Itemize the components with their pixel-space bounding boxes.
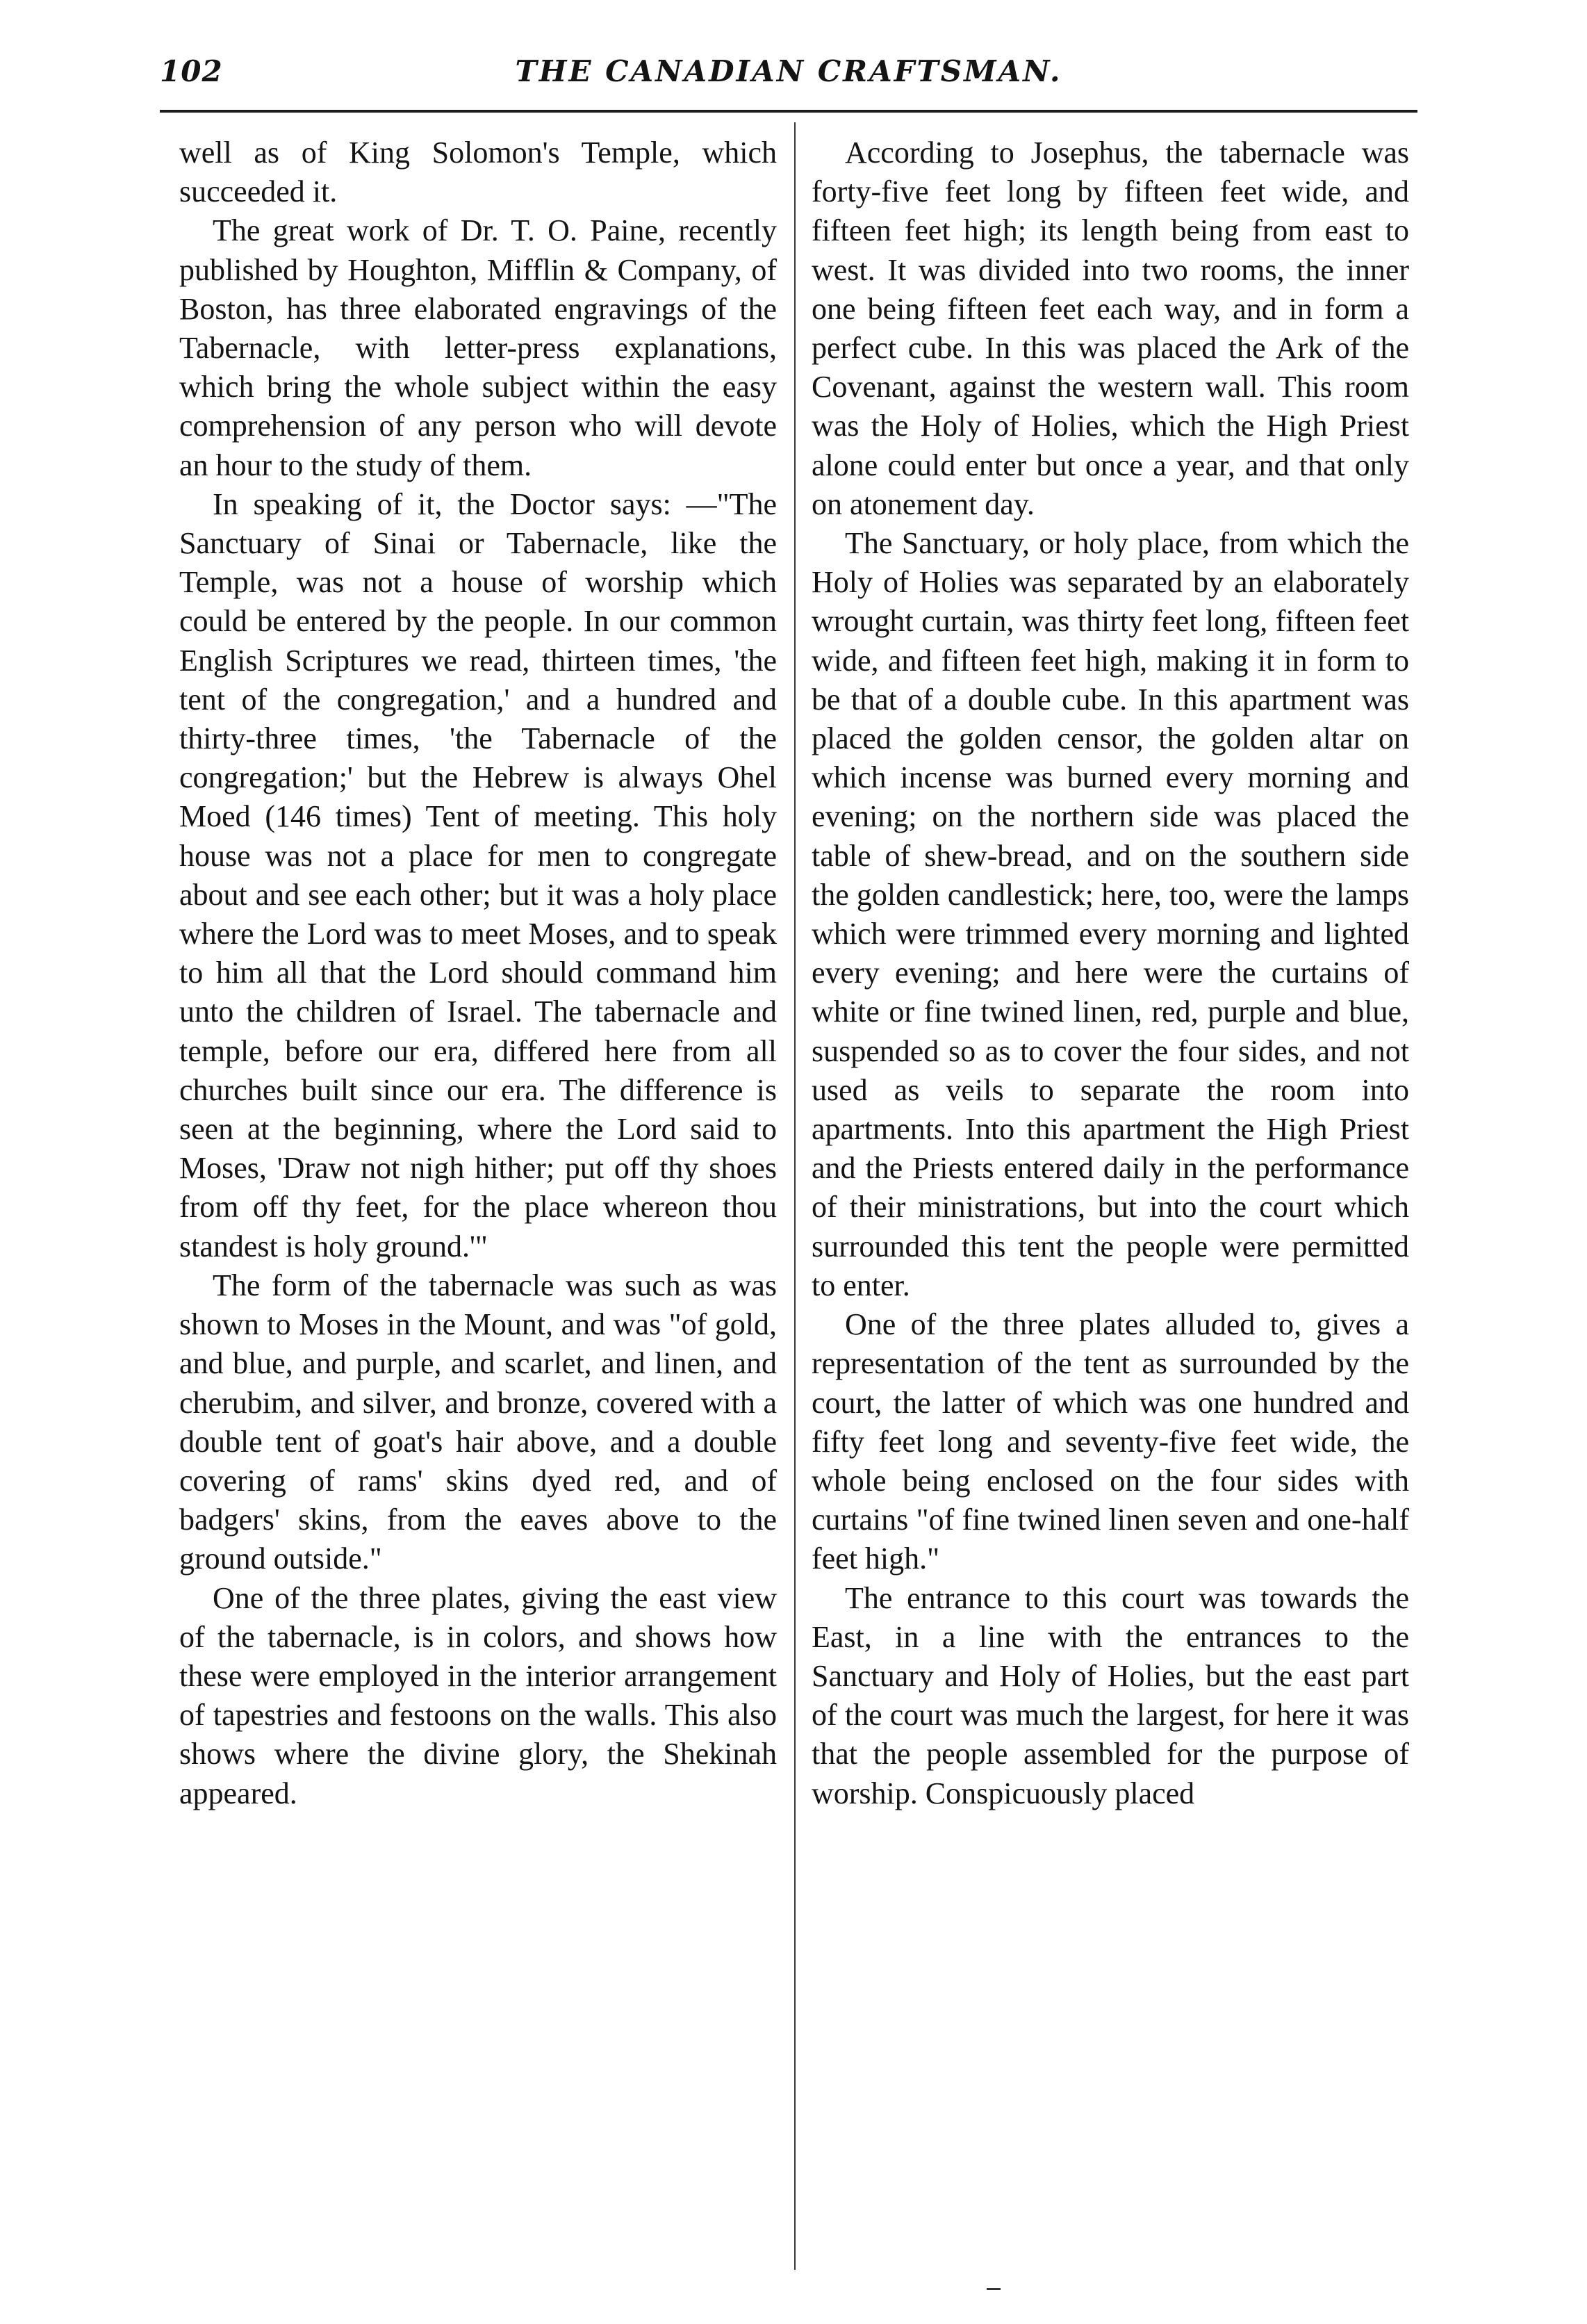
paragraph: The form of the tabernacle was such as was shown to Moses in the Mount, and was "of gold, and blue, and purple, and scarlet, and linen, and cherubim, and silver, and bronze, covered with a double tent of goat's hair above, and a double covering of rams' skins dyed red, and of badgers' skins, from the eaves above to the ground outside." bbox=[179, 1268, 777, 1576]
paragraph: The Sanctuary, or holy place, from which the Holy of Holies was separated by an elaborately wrought curtain, was thirty feet long, fifteen feet wide, and fifteen feet high, making it in form to be that of a double cube. In this apartment was placed the golden censor, the golden altar on which incense was burned every morning and evening; on the northern side was placed the table of shew-bread, and on the southern side the golden candlestick; here, too, were the lamps which were trimmed every morning and lighted every evening; and here were the curtains of white or fine twined linen, red, purple and blue, suspended so as to cover the four sides, and not used as veils to separate the room into apartments. Into this apartment the High Priest and the Priests entered daily in the performance of their ministrations, but into the court which surrounded this tent the people were permitted to enter. bbox=[812, 526, 1409, 1302]
page-header bbox=[160, 54, 1417, 103]
right-column bbox=[812, 133, 1409, 1813]
running-title: THE CANADIAN CRAFTSMAN. bbox=[515, 54, 1062, 88]
paragraph: One of the three plates, giving the east view of the tabernacle, is in colors, and shows how these were employed in the interior arrangement of tapestries and festoons on the walls. This also shows where the divine glory, the Shekinah appeared. bbox=[179, 1580, 777, 1810]
left-column bbox=[179, 133, 777, 1813]
header-rule bbox=[160, 110, 1417, 113]
paragraph: One of the three plates alluded to, gives a representation of the tent as surrounded by the court, the latter of which was one hundred and fifty feet long and seventy-five feet wide, the whole being enclosed on the four sides with curtains "of fine twined linen seven and one-half feet high." bbox=[812, 1307, 1409, 1576]
paragraph: The great work of Dr. T. O. Paine, recently published by Houghton, Mifflin & Company, of Boston, has three elaborated engravings of the Tabernacle, with letter-press explanations, which bring the whole subject within the easy comprehension of any person who will devote an hour to the study of them. bbox=[179, 213, 777, 482]
paragraph: The entrance to this court was towards the East, in a line with the entrances to the Sanctuary and Holy of Holies, but the east part of the court was much the largest, for here it was that the people assembled for the purpose of worship. Conspicuously placed bbox=[812, 1580, 1409, 1810]
paragraph: In speaking of it, the Doctor says: —"The Sanctuary of Sinai or Tabernacle, like the Temple, was not a house of worship which could be entered by the people. In our common English Scriptures we read, thirteen times, 'the tent of the congregation,' and a hundred and thirty-three times, 'the Tabernacle of the congregation;' but the Hebrew is always Ohel Moed (146 times) Tent of meeting. This holy house was not a place for men to congregate about and see each other; but it was a holy place where the Lord was to meet Moses, and to speak to him all that the Lord should command him unto the children of Israel. The tabernacle and temple, before our era, differed here from all churches built since our era. The difference is seen at the beginning, where the Lord said to Moses, 'Draw not nigh hither; put off thy shoes from off thy feet, for the place whereon thou standest is holy ground.'" bbox=[179, 486, 777, 1263]
page-number: 102 bbox=[160, 54, 223, 88]
paragraph: well as of King Solomon's Temple, which succeeded it. bbox=[179, 136, 777, 209]
paragraph: According to Josephus, the tabernacle was forty-five feet long by fifteen feet wide, and fifteen feet high; its length being from east to west. It was divided into two rooms, the inner one being fifteen feet each way, and in form a perfect cube. In this was placed the Ark of the Covenant, against the western wall. This room was the Holy of Holies, which the High Priest alone could enter but once a year, and that only on atonement day. bbox=[812, 136, 1409, 521]
column-divider bbox=[794, 122, 796, 2270]
footer-mark bbox=[987, 2288, 1001, 2290]
